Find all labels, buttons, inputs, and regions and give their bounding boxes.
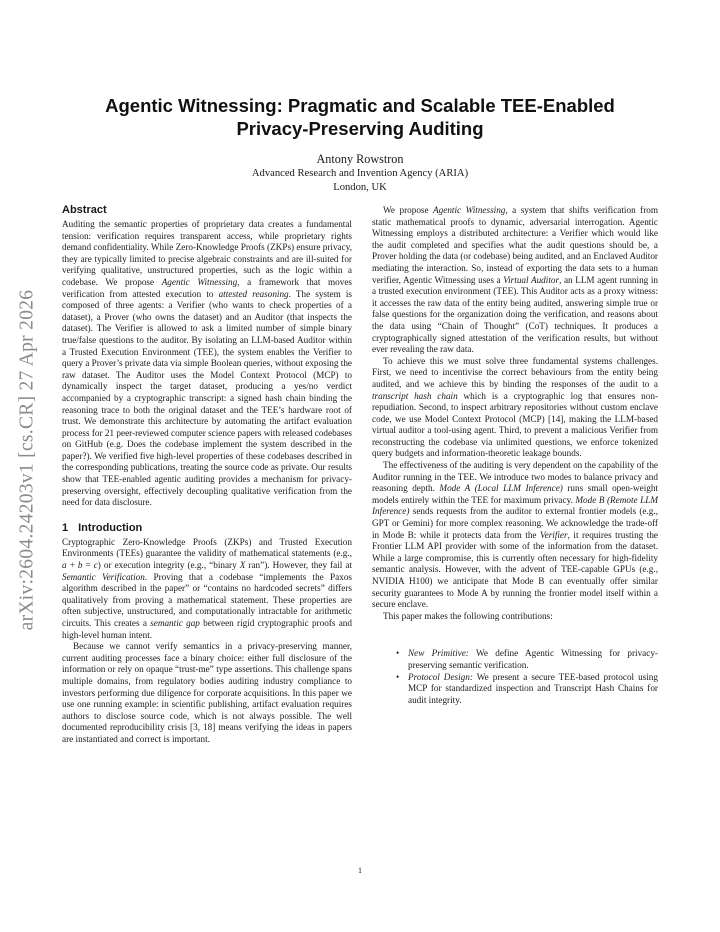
abstract-text xyxy=(62,219,352,509)
text-run: ) or execution integrity (e.g., “binary xyxy=(97,560,240,571)
contribution-text: We present a secure TEE-based protocol using MCP for standardized inspection and Transcript Hash Chains for audit integrity. xyxy=(408,671,658,705)
intro-paragraph-2 xyxy=(62,641,352,745)
contributions-list xyxy=(372,648,658,706)
text-run: between rigid cryptographic proofs and high-level human intent. xyxy=(62,618,352,640)
emphasis-text: transcript hash chain xyxy=(372,390,458,401)
text-run: . The system is composed of three agents: a Verifier (who wants to check properties of a dataset), a Prover (who owns the dataset) and an Auditor (that inspects the dataset). The Verifier is allowed to ask a limited number of simple binary true/false questions to the auditor. By isolating an LLM-based Auditor within a Trusted Execution Environment (TEE), the system enables the Verifier to query a Prover’s private data via simple Boolean queries, without exposing the raw dataset. The Auditor uses the Model Context Protocol (MCP) to dynamically inspect the target dataset, producing a yes/no verdict accompanied by a cryptographic transcript: a signed hash chain binding the reasoning trace to both the original dataset and the TEE’s hardware root of trust. We demonstrate this architecture by automating the artifact evaluation process for 21 peer-reviewed computer science papers with released codebases on GitHub (e.g. Does the codebase implement the system described in the paper?). We verified five high-level properties of these codebases described in the corresponding publications, treating the source code as private. Our results show that TEE-enabled agentic auditing provides a mechanism for privacy-preserving oversight, effectively decoupling qualitative verification from the need for data disclosure. xyxy=(62,288,352,508)
emphasis-text: Agentic Witnessing xyxy=(161,276,238,287)
contribution-text: We define Agentic Witnessing for privacy-preserving semantic verification. xyxy=(408,648,658,670)
right-column xyxy=(372,205,658,706)
contribution-label: New Primitive: xyxy=(408,648,469,659)
text-run: . Proving that a codebase “implements the Paxos algorithm described in the paper” or “contains no hardcoded secrets” differs qualitatively from proving a mathematical statement. These properties are often subjective, unstructured, and computationally intractable for arithmetic circuits. This creates a xyxy=(62,571,353,628)
text-run: + xyxy=(66,560,78,571)
emphasis-text: c xyxy=(93,560,98,571)
left-column xyxy=(62,203,352,746)
contribution-label: Protocol Design: xyxy=(408,671,473,682)
author-location: London, UK xyxy=(333,182,387,193)
intro-paragraph-5 xyxy=(372,460,658,611)
emphasis-text: Virtual Auditor xyxy=(503,274,560,285)
arxiv-identifier: arXiv:2604.24203v1 [cs.CR] 27 Apr 2026 xyxy=(16,289,37,631)
text-run: , a system that shifts verification from static mathematical proofs to dynamic, adversarial interrogation. Agentic Witnessing employs a distributed architecture: a Verifier which would like the audit completed and specifies what the audit questions should be, a Prover holding the data (or codebase) being audited, and an Enclaved Auditor mediating the interaction. So, instead of exporting the data sets to a human verifier, Agentic Witnessing uses a xyxy=(372,205,658,285)
text-run: sends requests from the auditor to external frontier models (e.g., GPT or Gemini) for more complex reasoning. We acknowledge the trade-off in Mode B: while it protects data from the xyxy=(372,506,658,540)
author-block xyxy=(70,152,650,195)
text-run: = xyxy=(82,560,94,571)
intro-paragraph-4 xyxy=(372,356,658,460)
text-run: The effectiveness of the auditing is very dependent on the capability of the Auditor running in the TEE. We introduce two modes to balance privacy and reasoning depth. xyxy=(372,460,658,494)
emphasis-text: Verifier xyxy=(540,529,568,540)
text-run: Because we cannot verify semantics in a privacy-preserving manner, current auditing processes face a binary choice: either full disclosure of the information or rely on opaque “trust-me” type assertions. This challenge spans multiple domains, from regulatory bodies auditing industry compliance to investors performing due diligence for corporate acquisitions. In this paper we use one running example: in scientific publishing, artifact evaluation requires authors to disclose source code, which is not always possible. The well documented reproducibility crisis [3, 18] means verifying the ideas in papers are instantiated and correct is important. xyxy=(62,641,352,744)
paper-title: Agentic Witnessing: Pragmatic and Scalable TEE-Enabled Privacy-Preserving Auditing xyxy=(105,95,615,139)
emphasis-text: Mode A (Local LLM Inference) xyxy=(439,483,563,494)
intro-paragraph-6 xyxy=(372,611,658,623)
text-run: , a framework that moves verification from attested execution to xyxy=(62,276,352,299)
bullet-icon: • xyxy=(396,671,400,682)
text-run: which is a cryptographic log that ensures non-repudiation. Second, to inspect arbitrary repositories without custom enclave code, we use Model Context Protocol (MCP) [14], making the LLM-based virtual auditor a tool-using agent. Third, to prevent a malicious Verifier from reconstructing the codebase via unlimited questions, we enforce tokenized query budgets and information-theoretic leakage bounds. xyxy=(372,390,659,459)
emphasis-text: Mode B (Remote LLM Inference) xyxy=(372,494,658,517)
emphasis-text: Agentic Witnessing xyxy=(433,205,506,215)
list-item xyxy=(372,672,658,707)
emphasis-text: a xyxy=(62,560,67,571)
intro-paragraph-3 xyxy=(372,205,658,356)
page-number: 1 xyxy=(358,866,362,875)
text-run: To achieve this we must solve three fundamental systems challenges. First, we need to incentivise the correct behaviours from the entity being audited, and we achieve this by binding the responses of the audit to a xyxy=(372,355,658,389)
section-title: Introduction xyxy=(78,521,143,534)
section-heading-introduction xyxy=(62,521,352,535)
emphasis-text: semantic gap xyxy=(150,618,200,628)
emphasis-text: attested reasoning xyxy=(218,288,289,299)
text-run: ran”). However, they fail at xyxy=(245,560,353,571)
author-affiliation: Advanced Research and Invention Agency (ARIA) xyxy=(251,168,469,179)
text-run: We propose xyxy=(383,205,434,215)
list-item xyxy=(372,648,658,671)
text-run: Cryptographic Zero-Knowledge Proofs (ZKPs) and Trusted Execution Environments (TEEs) guarantee the validity of mathematical statements (e.g., xyxy=(62,536,352,559)
abstract-heading: Abstract xyxy=(62,204,107,216)
text-run: , an LLM agent running in a trusted execution environment (TEE). This Auditor acts as a proxy witness: it accesses the raw data of the entity being audited, answering simple true or false questions for the organization doing the verification, and reasons about the data using “Chain of Thought” (CoT) techniques. It produces a cryptographically signed attestation of the verification results, but without ever revealing the raw data. xyxy=(372,274,658,355)
author-name: Antony Rowstron xyxy=(316,152,404,166)
text-run: , it requires trusting the Frontier LLM API provider with some of the information from the dataset. While a large compromise, this is currently often necessary for high-fidelity semantic analysis. However, with the advent of TEE-capable GPUs (e.g., NVIDIA H100) we anticipate that Mode B can eventually offer similar security guarantees to Mode A by running the frontier model itself within a secure enclave. xyxy=(372,529,659,610)
bullet-icon: • xyxy=(396,648,400,659)
section-number: 1 xyxy=(62,521,69,534)
arxiv-sidebar-stamp xyxy=(4,240,50,680)
text-run: runs small open-weight models entirely within the TEE for maximum privacy. xyxy=(372,483,658,505)
text-run: This paper makes the following contributions: xyxy=(383,610,553,621)
emphasis-text: Semantic Verification xyxy=(62,571,145,582)
emphasis-text: b xyxy=(77,560,83,571)
text-run: Auditing the semantic properties of proprietary data creates a fundamental tension: verification requires transparent access, while proprietary rights demand confidentiality. While Zero-Knowledge Proofs (ZKPs) ensure privacy, they are typically limited to precise algebraic constraints and are ill-suited for verifying qualitative, unstructured properties, such as the logic within a codebase. We propose xyxy=(62,219,352,287)
intro-paragraph-1 xyxy=(62,537,352,641)
emphasis-text: X xyxy=(239,560,246,571)
